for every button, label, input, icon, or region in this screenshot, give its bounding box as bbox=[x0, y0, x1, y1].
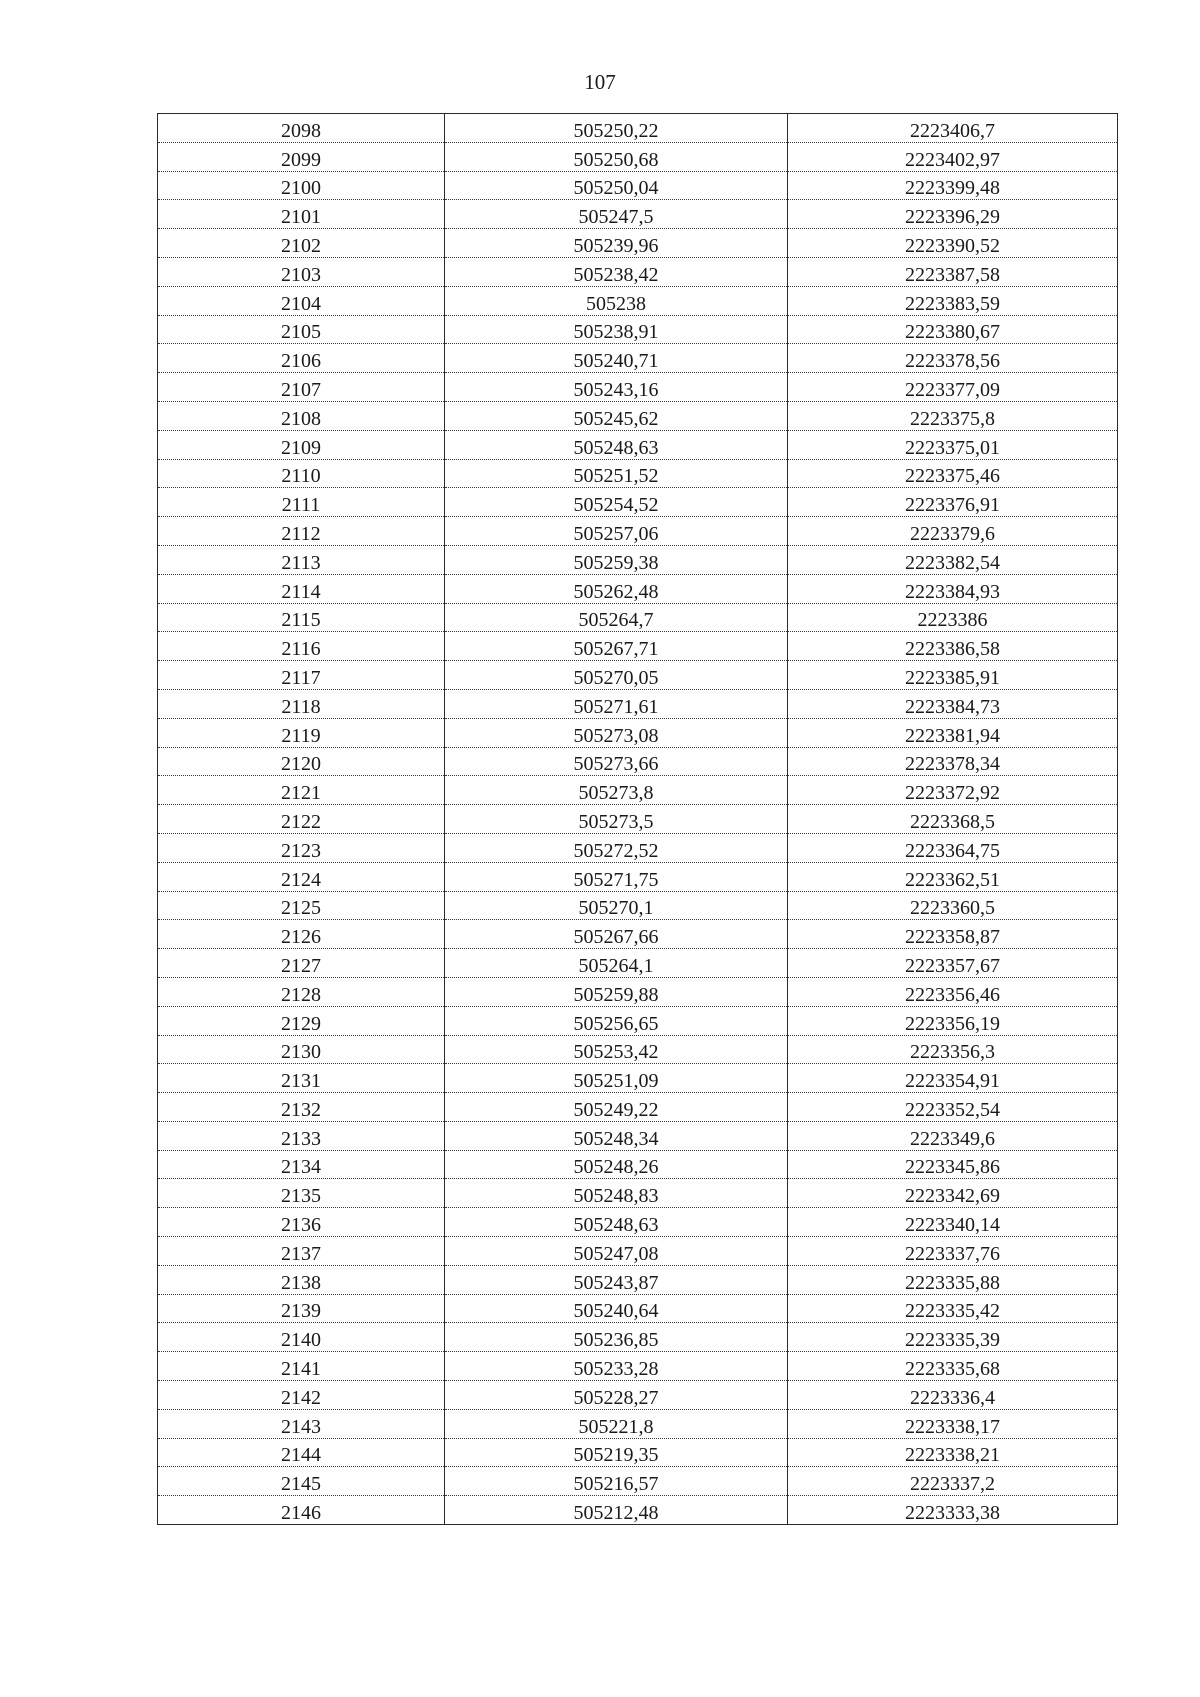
y-coordinate-cell: 2223375,46 bbox=[788, 459, 1118, 488]
x-coordinate-cell: 505273,08 bbox=[445, 718, 788, 747]
table-row bbox=[158, 401, 1118, 430]
point-number-cell: 2129 bbox=[158, 1006, 445, 1035]
point-number-cell: 2135 bbox=[158, 1179, 445, 1208]
table-row bbox=[158, 545, 1118, 574]
point-number-cell: 2110 bbox=[158, 459, 445, 488]
x-coordinate-cell: 505248,26 bbox=[445, 1150, 788, 1179]
point-number-cell: 2120 bbox=[158, 747, 445, 776]
y-coordinate-cell: 2223337,2 bbox=[788, 1467, 1118, 1496]
y-coordinate-cell: 2223336,4 bbox=[788, 1381, 1118, 1410]
y-coordinate-cell: 2223333,38 bbox=[788, 1496, 1118, 1525]
point-number-cell: 2113 bbox=[158, 545, 445, 574]
x-coordinate-cell: 505245,62 bbox=[445, 401, 788, 430]
x-coordinate-cell: 505259,38 bbox=[445, 545, 788, 574]
table-row bbox=[158, 229, 1118, 258]
point-number-cell: 2117 bbox=[158, 661, 445, 690]
table-row bbox=[158, 1208, 1118, 1237]
table-row bbox=[158, 805, 1118, 834]
point-number-cell: 2144 bbox=[158, 1438, 445, 1467]
table-row bbox=[158, 632, 1118, 661]
y-coordinate-cell: 2223360,5 bbox=[788, 891, 1118, 920]
x-coordinate-cell: 505236,85 bbox=[445, 1323, 788, 1352]
table-row bbox=[158, 1323, 1118, 1352]
y-coordinate-cell: 2223377,09 bbox=[788, 373, 1118, 402]
y-coordinate-cell: 2223349,6 bbox=[788, 1121, 1118, 1150]
y-coordinate-cell: 2223378,56 bbox=[788, 344, 1118, 373]
table-row bbox=[158, 1352, 1118, 1381]
point-number-cell: 2128 bbox=[158, 977, 445, 1006]
table-row bbox=[158, 977, 1118, 1006]
y-coordinate-cell: 2223385,91 bbox=[788, 661, 1118, 690]
point-number-cell: 2114 bbox=[158, 574, 445, 603]
point-number-cell: 2102 bbox=[158, 229, 445, 258]
x-coordinate-cell: 505267,66 bbox=[445, 920, 788, 949]
point-number-cell: 2118 bbox=[158, 689, 445, 718]
page-number: 107 bbox=[584, 70, 616, 94]
x-coordinate-cell: 505273,8 bbox=[445, 776, 788, 805]
y-coordinate-cell: 2223383,59 bbox=[788, 286, 1118, 315]
x-coordinate-cell: 505248,83 bbox=[445, 1179, 788, 1208]
table-row bbox=[158, 718, 1118, 747]
x-coordinate-cell: 505248,63 bbox=[445, 1208, 788, 1237]
point-number-cell: 2130 bbox=[158, 1035, 445, 1064]
table-row bbox=[158, 747, 1118, 776]
y-coordinate-cell: 2223384,93 bbox=[788, 574, 1118, 603]
y-coordinate-cell: 2223372,92 bbox=[788, 776, 1118, 805]
x-coordinate-cell: 505262,48 bbox=[445, 574, 788, 603]
point-number-cell: 2126 bbox=[158, 920, 445, 949]
x-coordinate-cell: 505273,66 bbox=[445, 747, 788, 776]
table-row bbox=[158, 373, 1118, 402]
table-row bbox=[158, 949, 1118, 978]
x-coordinate-cell: 505219,35 bbox=[445, 1438, 788, 1467]
point-number-cell: 2100 bbox=[158, 171, 445, 200]
y-coordinate-cell: 2223342,69 bbox=[788, 1179, 1118, 1208]
coordinate-table-body bbox=[158, 114, 1118, 1525]
y-coordinate-cell: 2223381,94 bbox=[788, 718, 1118, 747]
table-row bbox=[158, 1265, 1118, 1294]
point-number-cell: 2125 bbox=[158, 891, 445, 920]
table-row bbox=[158, 459, 1118, 488]
point-number-cell: 2142 bbox=[158, 1381, 445, 1410]
point-number-cell: 2132 bbox=[158, 1093, 445, 1122]
table-row bbox=[158, 1496, 1118, 1525]
table-row bbox=[158, 603, 1118, 632]
y-coordinate-cell: 2223340,14 bbox=[788, 1208, 1118, 1237]
x-coordinate-cell: 505271,75 bbox=[445, 862, 788, 891]
y-coordinate-cell: 2223335,88 bbox=[788, 1265, 1118, 1294]
table-row bbox=[158, 142, 1118, 171]
point-number-cell: 2136 bbox=[158, 1208, 445, 1237]
point-number-cell: 2138 bbox=[158, 1265, 445, 1294]
point-number-cell: 2116 bbox=[158, 632, 445, 661]
table-row bbox=[158, 1467, 1118, 1496]
point-number-cell: 2112 bbox=[158, 517, 445, 546]
x-coordinate-cell: 505238,91 bbox=[445, 315, 788, 344]
x-coordinate-cell: 505259,88 bbox=[445, 977, 788, 1006]
point-number-cell: 2143 bbox=[158, 1409, 445, 1438]
table-row bbox=[158, 286, 1118, 315]
x-coordinate-cell: 505270,05 bbox=[445, 661, 788, 690]
x-coordinate-cell: 505250,22 bbox=[445, 114, 788, 143]
y-coordinate-cell: 2223376,91 bbox=[788, 488, 1118, 517]
y-coordinate-cell: 2223384,73 bbox=[788, 689, 1118, 718]
y-coordinate-cell: 2223379,6 bbox=[788, 517, 1118, 546]
y-coordinate-cell: 2223402,97 bbox=[788, 142, 1118, 171]
x-coordinate-cell: 505238,42 bbox=[445, 257, 788, 286]
table-row bbox=[158, 1409, 1118, 1438]
point-number-cell: 2108 bbox=[158, 401, 445, 430]
table-row bbox=[158, 689, 1118, 718]
y-coordinate-cell: 2223368,5 bbox=[788, 805, 1118, 834]
y-coordinate-cell: 2223386,58 bbox=[788, 632, 1118, 661]
x-coordinate-cell: 505247,5 bbox=[445, 200, 788, 229]
x-coordinate-cell: 505239,96 bbox=[445, 229, 788, 258]
y-coordinate-cell: 2223356,3 bbox=[788, 1035, 1118, 1064]
x-coordinate-cell: 505271,61 bbox=[445, 689, 788, 718]
point-number-cell: 2115 bbox=[158, 603, 445, 632]
y-coordinate-cell: 2223380,67 bbox=[788, 315, 1118, 344]
point-number-cell: 2109 bbox=[158, 430, 445, 459]
point-number-cell: 2106 bbox=[158, 344, 445, 373]
point-number-cell: 2101 bbox=[158, 200, 445, 229]
table-row bbox=[158, 171, 1118, 200]
table-row bbox=[158, 891, 1118, 920]
point-number-cell: 2123 bbox=[158, 833, 445, 862]
table-row bbox=[158, 661, 1118, 690]
y-coordinate-cell: 2223338,17 bbox=[788, 1409, 1118, 1438]
x-coordinate-cell: 505273,5 bbox=[445, 805, 788, 834]
x-coordinate-cell: 505248,63 bbox=[445, 430, 788, 459]
x-coordinate-cell: 505216,57 bbox=[445, 1467, 788, 1496]
table-row bbox=[158, 920, 1118, 949]
y-coordinate-cell: 2223364,75 bbox=[788, 833, 1118, 862]
table-row bbox=[158, 315, 1118, 344]
y-coordinate-cell: 2223356,46 bbox=[788, 977, 1118, 1006]
coordinate-table bbox=[157, 113, 1118, 1525]
table-row bbox=[158, 344, 1118, 373]
table-row bbox=[158, 776, 1118, 805]
table-row bbox=[158, 833, 1118, 862]
point-number-cell: 2104 bbox=[158, 286, 445, 315]
point-number-cell: 2111 bbox=[158, 488, 445, 517]
table-row bbox=[158, 1150, 1118, 1179]
table-row bbox=[158, 1006, 1118, 1035]
point-number-cell: 2124 bbox=[158, 862, 445, 891]
y-coordinate-cell: 2223375,01 bbox=[788, 430, 1118, 459]
point-number-cell: 2146 bbox=[158, 1496, 445, 1525]
point-number-cell: 2127 bbox=[158, 949, 445, 978]
y-coordinate-cell: 2223362,51 bbox=[788, 862, 1118, 891]
y-coordinate-cell: 2223387,58 bbox=[788, 257, 1118, 286]
y-coordinate-cell: 2223335,42 bbox=[788, 1294, 1118, 1323]
y-coordinate-cell: 2223338,21 bbox=[788, 1438, 1118, 1467]
y-coordinate-cell: 2223406,7 bbox=[788, 114, 1118, 143]
y-coordinate-cell: 2223357,67 bbox=[788, 949, 1118, 978]
point-number-cell: 2105 bbox=[158, 315, 445, 344]
x-coordinate-cell: 505264,1 bbox=[445, 949, 788, 978]
y-coordinate-cell: 2223345,86 bbox=[788, 1150, 1118, 1179]
x-coordinate-cell: 505238 bbox=[445, 286, 788, 315]
table-row bbox=[158, 517, 1118, 546]
point-number-cell: 2122 bbox=[158, 805, 445, 834]
x-coordinate-cell: 505251,09 bbox=[445, 1064, 788, 1093]
table-row bbox=[158, 1381, 1118, 1410]
x-coordinate-cell: 505228,27 bbox=[445, 1381, 788, 1410]
x-coordinate-cell: 505212,48 bbox=[445, 1496, 788, 1525]
y-coordinate-cell: 2223352,54 bbox=[788, 1093, 1118, 1122]
table-row bbox=[158, 1064, 1118, 1093]
table-row bbox=[158, 1093, 1118, 1122]
table-row bbox=[158, 574, 1118, 603]
table-row bbox=[158, 1121, 1118, 1150]
x-coordinate-cell: 505250,68 bbox=[445, 142, 788, 171]
table-row bbox=[158, 488, 1118, 517]
x-coordinate-cell: 505257,06 bbox=[445, 517, 788, 546]
table-row bbox=[158, 1035, 1118, 1064]
x-coordinate-cell: 505254,52 bbox=[445, 488, 788, 517]
table-row bbox=[158, 1237, 1118, 1266]
table-row bbox=[158, 862, 1118, 891]
x-coordinate-cell: 505264,7 bbox=[445, 603, 788, 632]
x-coordinate-cell: 505248,34 bbox=[445, 1121, 788, 1150]
y-coordinate-cell: 2223337,76 bbox=[788, 1237, 1118, 1266]
y-coordinate-cell: 2223358,87 bbox=[788, 920, 1118, 949]
y-coordinate-cell: 2223356,19 bbox=[788, 1006, 1118, 1035]
y-coordinate-cell: 2223378,34 bbox=[788, 747, 1118, 776]
x-coordinate-cell: 505256,65 bbox=[445, 1006, 788, 1035]
point-number-cell: 2098 bbox=[158, 114, 445, 143]
point-number-cell: 2134 bbox=[158, 1150, 445, 1179]
table-row bbox=[158, 1294, 1118, 1323]
point-number-cell: 2103 bbox=[158, 257, 445, 286]
point-number-cell: 2137 bbox=[158, 1237, 445, 1266]
y-coordinate-cell: 2223386 bbox=[788, 603, 1118, 632]
x-coordinate-cell: 505270,1 bbox=[445, 891, 788, 920]
table-row bbox=[158, 1438, 1118, 1467]
point-number-cell: 2141 bbox=[158, 1352, 445, 1381]
point-number-cell: 2133 bbox=[158, 1121, 445, 1150]
point-number-cell: 2131 bbox=[158, 1064, 445, 1093]
table-row bbox=[158, 200, 1118, 229]
y-coordinate-cell: 2223375,8 bbox=[788, 401, 1118, 430]
y-coordinate-cell: 2223382,54 bbox=[788, 545, 1118, 574]
x-coordinate-cell: 505253,42 bbox=[445, 1035, 788, 1064]
point-number-cell: 2139 bbox=[158, 1294, 445, 1323]
point-number-cell: 2099 bbox=[158, 142, 445, 171]
point-number-cell: 2145 bbox=[158, 1467, 445, 1496]
table-row bbox=[158, 1179, 1118, 1208]
point-number-cell: 2119 bbox=[158, 718, 445, 747]
x-coordinate-cell: 505221,8 bbox=[445, 1409, 788, 1438]
x-coordinate-cell: 505247,08 bbox=[445, 1237, 788, 1266]
x-coordinate-cell: 505249,22 bbox=[445, 1093, 788, 1122]
x-coordinate-cell: 505251,52 bbox=[445, 459, 788, 488]
point-number-cell: 2121 bbox=[158, 776, 445, 805]
table-row bbox=[158, 114, 1118, 143]
table-row bbox=[158, 430, 1118, 459]
y-coordinate-cell: 2223354,91 bbox=[788, 1064, 1118, 1093]
y-coordinate-cell: 2223335,39 bbox=[788, 1323, 1118, 1352]
x-coordinate-cell: 505250,04 bbox=[445, 171, 788, 200]
y-coordinate-cell: 2223396,29 bbox=[788, 200, 1118, 229]
x-coordinate-cell: 505243,16 bbox=[445, 373, 788, 402]
x-coordinate-cell: 505267,71 bbox=[445, 632, 788, 661]
y-coordinate-cell: 2223390,52 bbox=[788, 229, 1118, 258]
y-coordinate-cell: 2223335,68 bbox=[788, 1352, 1118, 1381]
table-row bbox=[158, 257, 1118, 286]
point-number-cell: 2107 bbox=[158, 373, 445, 402]
x-coordinate-cell: 505240,71 bbox=[445, 344, 788, 373]
x-coordinate-cell: 505272,52 bbox=[445, 833, 788, 862]
x-coordinate-cell: 505243,87 bbox=[445, 1265, 788, 1294]
x-coordinate-cell: 505240,64 bbox=[445, 1294, 788, 1323]
y-coordinate-cell: 2223399,48 bbox=[788, 171, 1118, 200]
point-number-cell: 2140 bbox=[158, 1323, 445, 1352]
x-coordinate-cell: 505233,28 bbox=[445, 1352, 788, 1381]
